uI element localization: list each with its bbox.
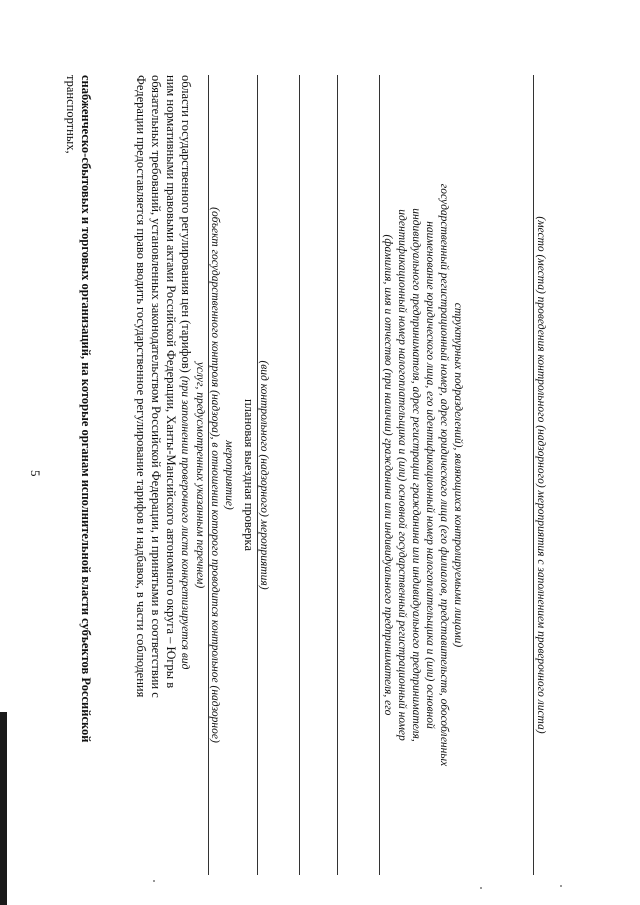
paragraph-line-4: области государственного регулирования цен (тарифов) (при заполнении проверочного листа конкретизируется вид [179, 75, 193, 670]
scan-speck [560, 885, 562, 887]
paragraph-line-2: обязательных требований, установленных законодательством Российской Федерации, и принятыми в соответствии с [149, 75, 163, 698]
inspection-type-value: плановая выездная проверка [242, 398, 256, 551]
place-caption: (место (места) проведения контрольного (надзорного) мероприятия с заполнением проверочного листа) [535, 216, 547, 734]
person-underline [379, 75, 380, 875]
blank-line-2 [337, 75, 338, 875]
object-caption-line-2: мероприятие) [223, 440, 235, 510]
heading-line-1: транспортных, [64, 75, 78, 154]
inspection-type-caption: (вид контрольного (надзорного) мероприятия) [258, 360, 270, 590]
person-caption-line-5: государственный регистрационный номер, адрес юридического лица (его филиалов, представительств, обособленных [438, 183, 450, 767]
heading-line-2: снабженческо-сбытовых и торговых организаций, на которые органам исполнительной власти субъектов Российской [79, 75, 93, 743]
paragraph-line-3: ним нормативными правовыми актами Российской Федерации, Ханты-Мансийского автономного округа – Югры в [164, 75, 178, 689]
paragraph-line-1: Федерации предоставляется право вводить государственное регулирование тарифов и надбавок, в части соблюдения [134, 75, 148, 698]
person-caption-line-3: индивидуального предпринимателя, адрес регистрации гражданина или индивидуального предпринимателя, [410, 208, 422, 742]
person-caption-line-4: наименование юридического лица, его идентификационный номер налогоплательщика и (или) основной [424, 221, 436, 729]
person-caption-line-6: структурных подразделений), являющихся контролируемыми лицами) [452, 302, 464, 648]
rotated-document [28, 55, 548, 900]
object-caption-line-1: (объект государственного контроля (надзора), в отношении которого проводится контрольное (надзорное) [209, 207, 221, 743]
scan-edge-shadow [0, 712, 7, 905]
blank-line-1 [299, 75, 300, 875]
person-caption-line-2: идентификационный номер налогоплательщика и (или) основной государственный регистрационный номер [396, 209, 408, 741]
page-number: 5 [28, 470, 43, 477]
person-caption-line-1: (фамилия, имя и отчество (при наличии) гражданина или индивидуального предпринимателя, его [382, 234, 394, 716]
paragraph-italic-line-2: услуг, предусмотренных указанным перечнем) [194, 361, 206, 589]
